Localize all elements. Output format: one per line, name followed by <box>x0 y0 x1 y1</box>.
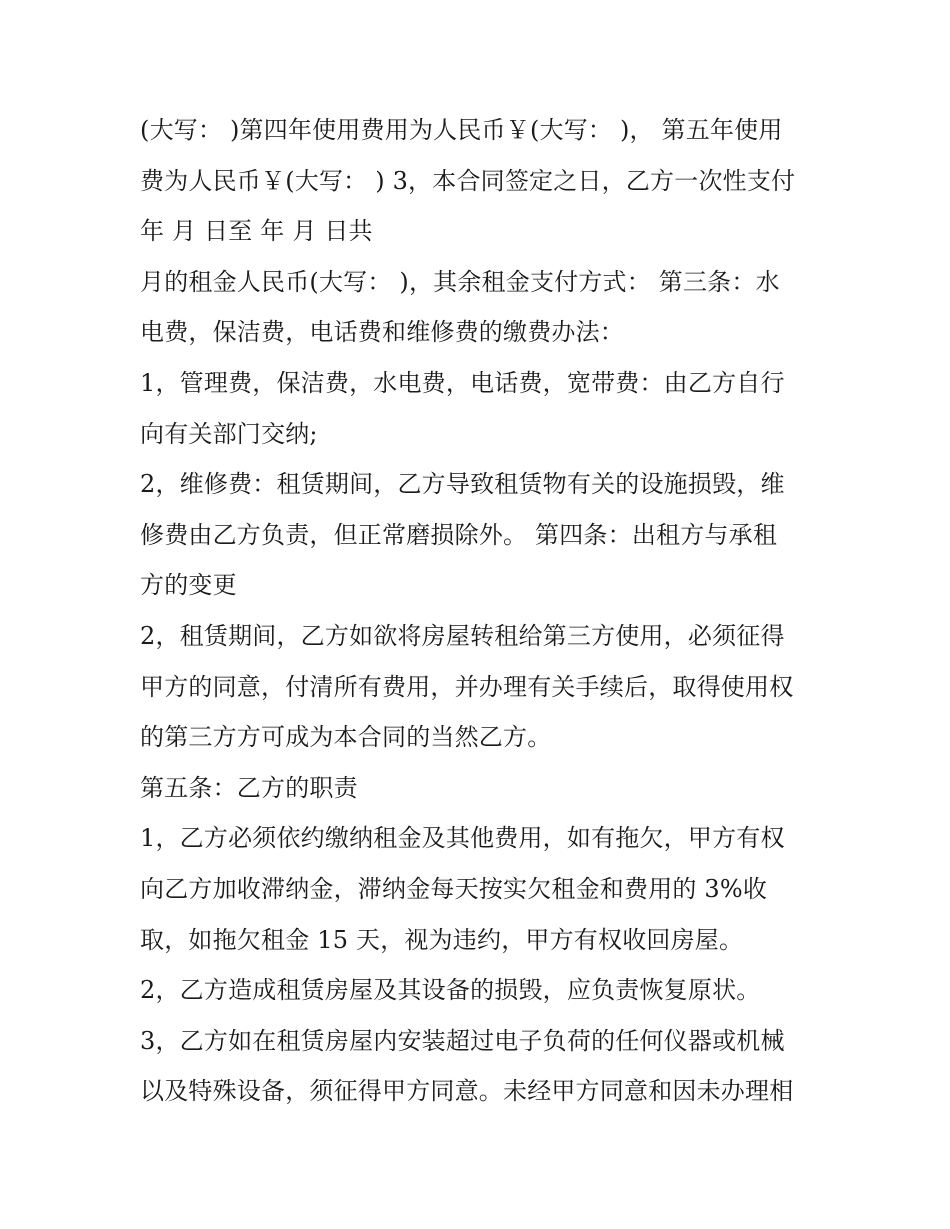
text-line: 的第三方方可成为本合同的当然乙方。 <box>140 723 552 752</box>
text-line: 年 月 日至 年 月 日共 <box>140 217 373 246</box>
text-line: 向乙方加收滞纳金，滞纳金每天按实欠租金和费用的 3%收 <box>140 874 768 903</box>
text-line: 2，租赁期间，乙方如欲将房屋转租给第三方使用，必须征得 <box>140 621 785 650</box>
text-line: 2，维修费：租赁期间，乙方导致租赁物有关的设施损毁，维 <box>140 470 785 499</box>
section-heading: 第五条：乙方的职责 <box>140 773 358 802</box>
text-line: 1，管理费，保洁费，水电费，电话费，宽带费：由乙方自行 <box>140 368 785 397</box>
text-line: 费为人民币￥(大写： ) 3，本合同签定之日，乙方一次性支付 <box>140 166 796 195</box>
text-line: 向有关部门交纳; <box>140 419 318 448</box>
text-line: 取，如拖欠租金 15 天，视为违约，甲方有权收回房屋。 <box>140 925 744 954</box>
text-line: 方的变更 <box>140 571 237 600</box>
text-line: 2，乙方造成租赁房屋及其设备的损毁，应负责恢复原状。 <box>140 976 761 1005</box>
text-line: 1，乙方必须依约缴纳租金及其他费用，如有拖欠，甲方有权 <box>140 824 785 853</box>
text-line: (大写： )第四年使用费用为人民币￥(大写： )， 第五年使用 <box>140 116 783 144</box>
text-line: 3，乙方如在租赁房屋内安装超过电子负荷的任何仪器或机械 <box>140 1026 785 1055</box>
text-line: 以及特殊设备，须征得甲方同意。未经甲方同意和因未办理相 <box>140 1077 794 1106</box>
text-line: 修费由乙方负责，但正常磨损除外。 第四条：出租方与承租 <box>140 520 778 549</box>
text-line: 电费，保洁费，电话费和维修费的缴费办法： <box>140 318 624 347</box>
document-body <box>140 105 830 1117</box>
text-line: 甲方的同意，付清所有费用，并办理有关手续后，取得使用权 <box>140 672 794 701</box>
text-line: 月的租金人民币(大写： )，其余租金支付方式： 第三条：水 <box>140 267 780 296</box>
